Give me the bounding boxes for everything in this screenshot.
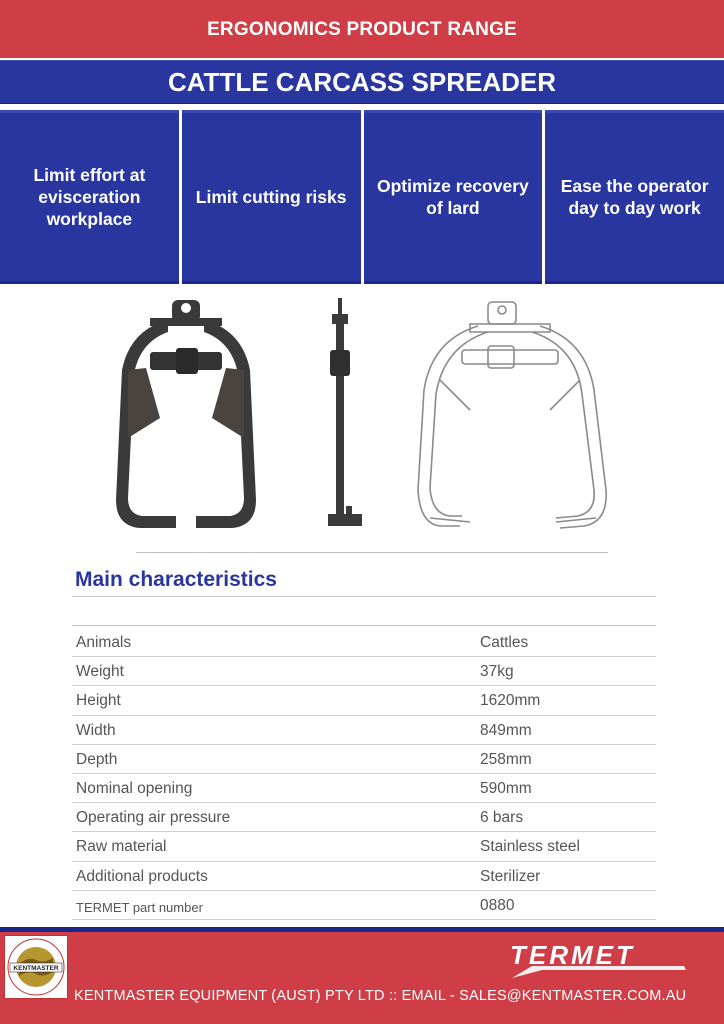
feature-tile-effort — [0, 110, 179, 284]
feature-label: Ease the operator day to day work — [560, 176, 709, 218]
spec-label: Depth — [76, 750, 118, 768]
spec-value: Sterilizer — [480, 867, 541, 885]
spec-label: Nominal opening — [76, 779, 193, 797]
spec-label: Animals — [76, 634, 132, 651]
characteristics-table — [72, 628, 656, 920]
feature-tile-cutting — [182, 110, 361, 284]
logo-text: KENTMASTER — [13, 965, 59, 972]
table-top-divider — [72, 625, 656, 626]
spec-label: Additional products — [76, 867, 208, 885]
range-title: ERGONOMICS PRODUCT RANGE — [207, 19, 517, 40]
spec-value: 849mm — [480, 721, 532, 739]
product-title-bar — [0, 60, 724, 104]
spec-value: 37kg — [480, 663, 514, 681]
spreader-side-view-image — [328, 298, 362, 526]
spreader-line-drawing-image — [418, 302, 606, 528]
table-row — [72, 832, 656, 861]
spec-value: 590mm — [480, 779, 532, 797]
table-row — [72, 803, 656, 832]
spec-value: 0880 — [480, 896, 515, 914]
heading-divider — [72, 596, 656, 597]
table-row — [72, 862, 656, 891]
range-banner — [0, 0, 724, 58]
spreader-front-view-image — [116, 300, 256, 528]
table-row — [72, 745, 656, 774]
feature-tiles — [0, 110, 724, 284]
spec-value: 6 bars — [480, 809, 524, 827]
product-title: CATTLE CARCASS SPREADER — [167, 67, 557, 97]
image-divider — [136, 552, 608, 553]
table-row — [72, 628, 656, 657]
table-row — [72, 657, 656, 686]
table-row — [72, 774, 656, 803]
spec-label: Height — [76, 692, 121, 710]
spec-value: 1620mm — [480, 692, 541, 710]
spec-label: TERMET part number — [76, 899, 203, 915]
company-contact-line: KENTMASTER EQUIPMENT (AUST) PTY LTD :: EMAIL - SALES@KENTMASTER.COM.AU — [74, 988, 687, 1004]
brand-text: TERMET — [510, 940, 635, 970]
globe-icon — [5, 936, 67, 998]
footer-accent-strip — [0, 927, 724, 932]
spec-value: Stainless steel — [480, 838, 580, 856]
product-title-band — [0, 58, 724, 104]
termet-logo — [504, 940, 690, 982]
spec-label: Operating air pressure — [76, 809, 231, 827]
table-row — [72, 686, 656, 715]
feature-label: Optimize recovery of lard — [377, 176, 529, 218]
spec-label: Raw material — [76, 838, 167, 856]
feature-label: Limit effort at evisceration workplace — [33, 165, 146, 229]
characteristics-heading: Main characteristics — [75, 568, 277, 591]
spec-value: 258mm — [480, 750, 532, 768]
feature-tile-operator — [545, 110, 724, 284]
feature-tile-lard — [364, 110, 543, 284]
spec-value: Cattles — [480, 634, 529, 651]
product-illustrations — [0, 290, 724, 550]
kentmaster-logo — [4, 935, 68, 999]
spec-label: Weight — [76, 663, 124, 681]
feature-label: Limit cutting risks — [195, 187, 347, 207]
table-row — [72, 716, 656, 745]
spec-label: Width — [76, 721, 116, 739]
table-row — [72, 891, 656, 920]
